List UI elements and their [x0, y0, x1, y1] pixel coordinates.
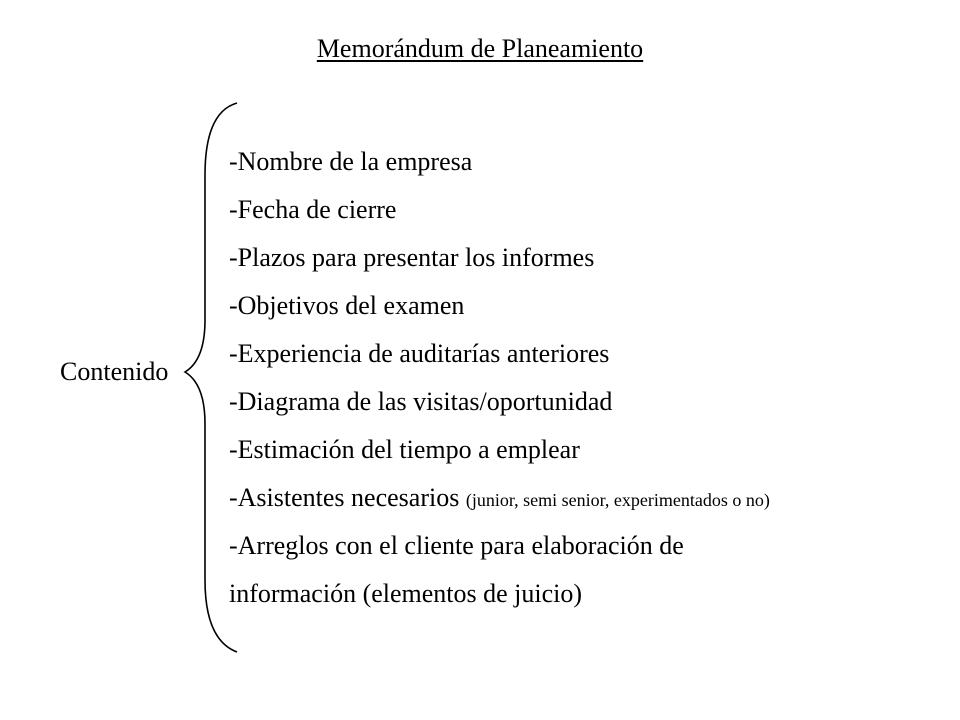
list-item-note: (junior, semi senior, experimentados o no) [465, 490, 770, 510]
list-item-text: -Estimación del tiempo a emplear [229, 435, 580, 464]
list-item-text: -Objetivos del examen [229, 291, 465, 320]
list-item-text: -Fecha de cierre [229, 195, 397, 224]
list-item [229, 236, 770, 284]
list-item-text: -Diagrama de las visitas/oportunidad [229, 387, 613, 416]
list-item [229, 380, 770, 428]
list-item [229, 284, 770, 332]
list-item [229, 476, 770, 524]
page-title: Memorándum de Planeamiento [316, 34, 644, 63]
list-item [229, 572, 770, 620]
group-label: Contenido [60, 357, 169, 386]
content-list [229, 140, 770, 620]
list-item-text: -Experiencia de auditarías anteriores [229, 339, 610, 368]
list-item [229, 524, 770, 572]
list-item-text: -Plazos para presentar los informes [229, 243, 595, 272]
list-item-text: -Arreglos con el cliente para elaboración de [229, 531, 684, 560]
list-item-text: -Asistentes necesarios [229, 483, 460, 512]
list-item-text: -Nombre de la empresa [229, 147, 473, 176]
list-item [229, 140, 770, 188]
list-item [229, 428, 770, 476]
list-item-text: información (elementos de juicio) [229, 579, 583, 608]
list-item [229, 188, 770, 236]
list-item [229, 332, 770, 380]
